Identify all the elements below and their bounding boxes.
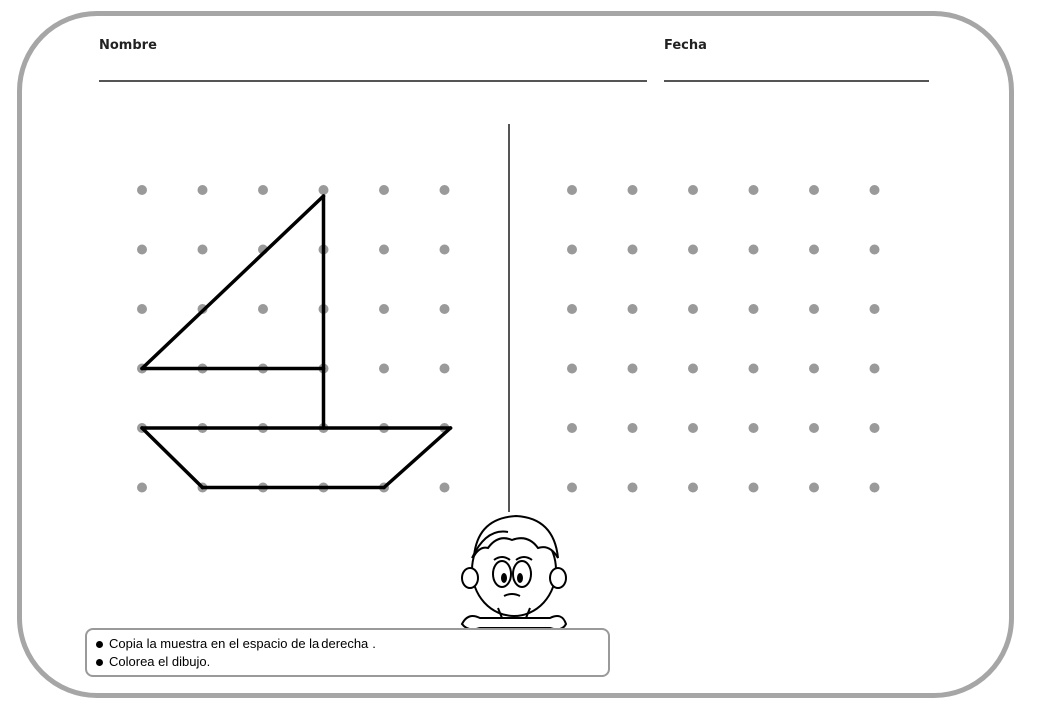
grid-dot bbox=[567, 185, 577, 195]
bullet-icon bbox=[96, 641, 103, 648]
grid-dot bbox=[137, 304, 147, 314]
instruction-color-text: Colorea el dibujo. bbox=[109, 654, 211, 669]
grid-dot bbox=[379, 245, 389, 255]
grid-dot bbox=[870, 364, 880, 374]
grid-dot bbox=[567, 304, 577, 314]
boat-line-segment bbox=[142, 196, 324, 369]
grid-dot bbox=[198, 185, 208, 195]
grid-dot bbox=[809, 423, 819, 433]
grid-dot bbox=[258, 304, 268, 314]
grid-dot bbox=[688, 423, 698, 433]
grid-dot bbox=[567, 245, 577, 255]
grid-dot bbox=[688, 185, 698, 195]
grid-dot bbox=[870, 483, 880, 493]
instruction-color bbox=[96, 654, 210, 669]
grid-dot bbox=[379, 364, 389, 374]
grid-dot bbox=[628, 185, 638, 195]
name-label: Nombre bbox=[99, 38, 157, 53]
boat-line-segment bbox=[142, 428, 203, 488]
grid-dot bbox=[137, 245, 147, 255]
grid-dot bbox=[440, 185, 450, 195]
grid-dot bbox=[258, 185, 268, 195]
grid-dot bbox=[379, 304, 389, 314]
date-label: Fecha bbox=[664, 38, 707, 53]
copy-dot-grid bbox=[567, 185, 880, 493]
grid-dot bbox=[749, 483, 759, 493]
grid-dot bbox=[688, 245, 698, 255]
grid-dot bbox=[628, 483, 638, 493]
grid-dot bbox=[749, 245, 759, 255]
grid-dot bbox=[198, 245, 208, 255]
grid-dot bbox=[440, 364, 450, 374]
grid-dot bbox=[809, 483, 819, 493]
grid-dot bbox=[379, 185, 389, 195]
grid-dot bbox=[440, 245, 450, 255]
grid-dot bbox=[137, 185, 147, 195]
instruction-copy-word: derecha bbox=[321, 636, 369, 651]
grid-dot bbox=[567, 423, 577, 433]
grid-dot bbox=[688, 364, 698, 374]
grid-dot bbox=[567, 483, 577, 493]
grid-dot bbox=[870, 423, 880, 433]
grid-dot bbox=[628, 245, 638, 255]
grid-dot bbox=[749, 423, 759, 433]
grid-dot bbox=[628, 423, 638, 433]
instruction-copy-end: . bbox=[372, 636, 376, 651]
grid-dot bbox=[440, 483, 450, 493]
child-face-illustration bbox=[458, 508, 570, 636]
grid-dot bbox=[870, 304, 880, 314]
grid-dot bbox=[809, 304, 819, 314]
instructions-box bbox=[85, 628, 610, 677]
grid-dot bbox=[870, 185, 880, 195]
boat-line-segment bbox=[384, 428, 451, 488]
model-dot-grid bbox=[137, 185, 450, 493]
sailboat-model-drawing bbox=[142, 196, 451, 488]
grid-dot bbox=[870, 245, 880, 255]
grid-dot bbox=[137, 483, 147, 493]
grid-dot bbox=[809, 245, 819, 255]
grid-dot bbox=[688, 483, 698, 493]
grid-dot bbox=[567, 364, 577, 374]
instruction-copy-text: Copia la muestra en el espacio de la bbox=[109, 636, 320, 651]
grid-dot bbox=[628, 304, 638, 314]
grid-dot bbox=[319, 185, 329, 195]
grid-dot bbox=[688, 304, 698, 314]
grid-dot bbox=[809, 364, 819, 374]
grid-dot bbox=[628, 364, 638, 374]
grid-dot bbox=[440, 304, 450, 314]
bullet-icon bbox=[96, 659, 103, 666]
grid-dot bbox=[809, 185, 819, 195]
grid-dot bbox=[749, 364, 759, 374]
grid-dot bbox=[749, 185, 759, 195]
instruction-copy bbox=[96, 636, 376, 651]
grid-dot bbox=[749, 304, 759, 314]
